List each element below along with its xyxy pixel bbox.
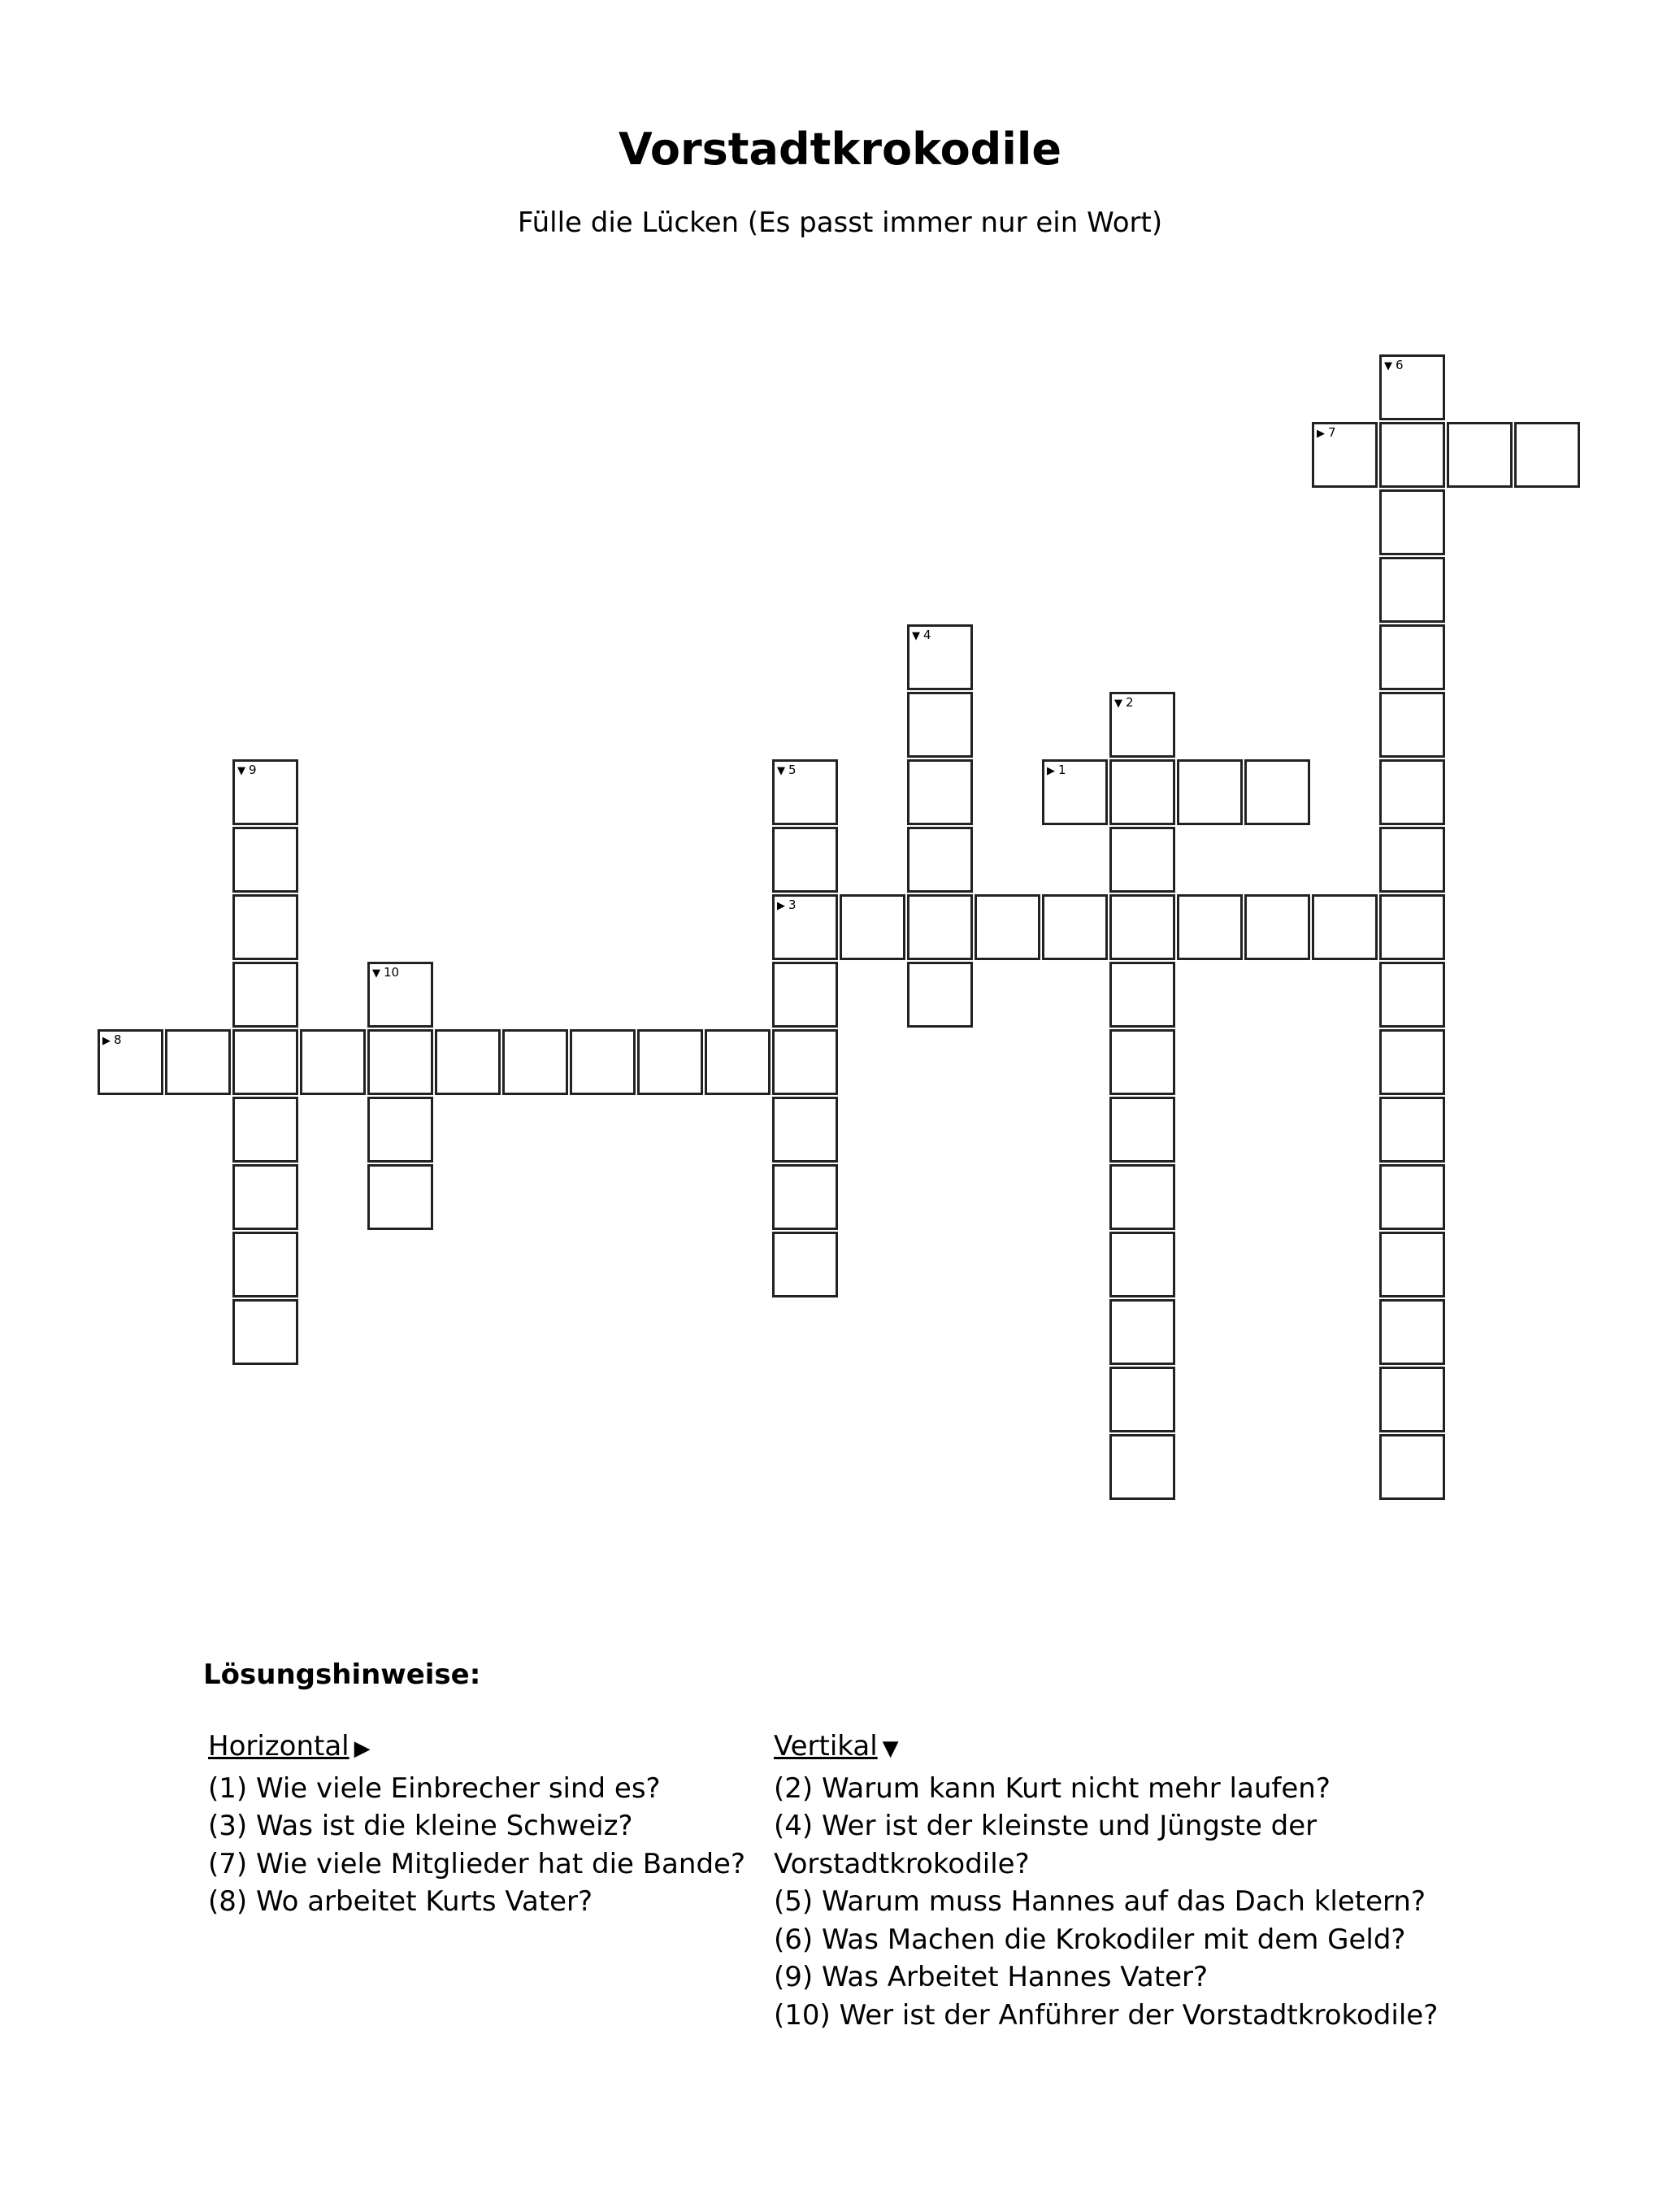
crossword-cell[interactable]	[1312, 894, 1378, 960]
crossword-cell[interactable]	[232, 894, 298, 960]
crossword-cell[interactable]	[1379, 1232, 1445, 1297]
crossword-cell[interactable]	[772, 1097, 838, 1163]
clue-number: 9	[249, 763, 257, 777]
clue-number: 6	[1396, 358, 1404, 372]
crossword-cell[interactable]	[232, 962, 298, 1028]
crossword-cell[interactable]	[1244, 894, 1310, 960]
clue-number-label	[912, 628, 931, 644]
clue-number-label	[237, 763, 257, 779]
crossword-cell[interactable]	[1109, 827, 1175, 893]
crossword-cell[interactable]	[907, 827, 973, 893]
down-arrow-icon: ▼	[372, 967, 380, 980]
crossword-cell[interactable]	[840, 894, 905, 960]
down-arrow-icon: ▼	[1114, 698, 1122, 710]
crossword-cell[interactable]	[502, 1029, 568, 1095]
right-arrow-icon: ▶	[777, 900, 785, 912]
crossword-cell[interactable]	[435, 1029, 501, 1095]
crossword-cell[interactable]	[367, 962, 433, 1028]
crossword-cell[interactable]	[1109, 1299, 1175, 1365]
crossword-cell[interactable]	[1379, 557, 1445, 623]
crossword-cell[interactable]	[1379, 962, 1445, 1028]
crossword-cell[interactable]	[1244, 759, 1310, 825]
crossword-cell[interactable]	[1514, 422, 1580, 488]
crossword-cell[interactable]	[772, 759, 838, 825]
clue-number: 4	[923, 628, 931, 642]
vertical-clue: (2) Warum kann Kurt nicht mehr laufen?	[774, 1771, 1331, 1805]
crossword-cell[interactable]	[1379, 1299, 1445, 1365]
clue-number: 2	[1126, 695, 1134, 710]
vertical-clue: (10) Wer ist der Anführer der Vorstadtkrokodile?	[774, 1998, 1439, 2032]
clue-number: 8	[114, 1032, 122, 1047]
crossword-cell[interactable]	[232, 1097, 298, 1163]
crossword-cell[interactable]	[1109, 1164, 1175, 1230]
crossword-cell[interactable]	[1379, 827, 1445, 893]
crossword-cell[interactable]	[1042, 759, 1108, 825]
crossword-cell[interactable]	[1379, 354, 1445, 420]
vertical-clues	[774, 1728, 1505, 2034]
crossword-cell[interactable]	[1312, 422, 1378, 488]
vertical-clue: (9) Was Arbeitet Hannes Vater?	[774, 1961, 1209, 1993]
crossword-cell[interactable]	[1109, 1029, 1175, 1095]
crossword-cell[interactable]	[975, 894, 1040, 960]
clue-number-label	[372, 965, 399, 981]
crossword-cell[interactable]	[232, 1029, 298, 1095]
crossword-cell[interactable]	[1379, 1097, 1445, 1163]
crossword-cell[interactable]	[98, 1029, 163, 1095]
crossword-cell[interactable]	[772, 1029, 838, 1095]
crossword-cell[interactable]	[367, 1029, 433, 1095]
right-arrow-icon: ▶	[102, 1035, 111, 1047]
crossword-cell[interactable]	[1109, 759, 1175, 825]
vertical-clue: (5) Warum muss Hannes auf das Dach kletern?	[774, 1885, 1426, 1918]
crossword-cell[interactable]	[907, 962, 973, 1028]
page-title: Vorstadtkrokodile	[619, 124, 1061, 175]
crossword-cell[interactable]	[232, 1299, 298, 1365]
clue-number-label	[777, 898, 797, 914]
crossword-cell[interactable]	[232, 1164, 298, 1230]
crossword-cell[interactable]	[1379, 1434, 1445, 1500]
crossword-cell[interactable]	[232, 1232, 298, 1297]
crossword-cell[interactable]	[1042, 894, 1108, 960]
clue-number-label	[777, 763, 797, 779]
crossword-cell[interactable]	[1109, 1367, 1175, 1432]
down-arrow-icon: ▼	[237, 765, 245, 777]
crossword-cell[interactable]	[772, 1164, 838, 1230]
vertical-clue: Vorstadtkrokodile?	[774, 1847, 1030, 1880]
crossword-cell[interactable]	[772, 962, 838, 1028]
clue-number: 5	[788, 763, 797, 777]
crossword-cell[interactable]	[1379, 1367, 1445, 1432]
crossword-cell[interactable]	[300, 1029, 366, 1095]
crossword-cell[interactable]	[165, 1029, 231, 1095]
right-arrow-icon: ▶	[354, 1736, 371, 1761]
crossword-cell[interactable]	[1379, 894, 1445, 960]
horizontal-label: Horizontal	[208, 1730, 349, 1763]
crossword-cell[interactable]	[570, 1029, 636, 1095]
crossword-cell[interactable]	[907, 894, 973, 960]
crossword-cell[interactable]	[367, 1164, 433, 1230]
horizontal-clue: (7) Wie viele Mitglieder hat die Bande?	[208, 1847, 745, 1880]
clue-number: 3	[788, 898, 797, 912]
crossword-cell[interactable]	[1379, 422, 1445, 488]
down-arrow-icon: ▼	[882, 1736, 899, 1761]
crossword-cell[interactable]	[232, 759, 298, 825]
crossword-cell[interactable]	[772, 827, 838, 893]
horizontal-clue: (8) Wo arbeitet Kurts Vater?	[208, 1885, 593, 1918]
vertical-heading	[774, 1728, 1505, 1768]
hints-heading: Lösungshinweise:	[203, 1658, 481, 1691]
horizontal-clue: (3) Was ist die kleine Schweiz?	[208, 1810, 633, 1842]
crossword-cell[interactable]	[1447, 422, 1513, 488]
clue-number-label	[1114, 695, 1134, 711]
vertical-clue: (6) Was Machen die Krokodiler mit dem Geld?	[774, 1923, 1406, 1956]
crossword-cell[interactable]	[1109, 962, 1175, 1028]
page-subtitle: Fülle die Lücken (Es passt immer nur ein Wort)	[517, 206, 1163, 239]
down-arrow-icon: ▼	[1384, 360, 1392, 372]
clue-number: 10	[384, 965, 400, 980]
horizontal-heading	[208, 1728, 777, 1768]
crossword-cell[interactable]	[637, 1029, 703, 1095]
crossword-cell[interactable]	[1109, 894, 1175, 960]
crossword-cell[interactable]	[1177, 759, 1243, 825]
crossword-cell[interactable]	[367, 1097, 433, 1163]
crossword-cell[interactable]	[772, 1232, 838, 1297]
clue-number-label	[1047, 763, 1066, 779]
vertical-label: Vertikal	[774, 1730, 878, 1763]
crossword-cell[interactable]	[232, 827, 298, 893]
crossword-cell[interactable]	[1109, 1097, 1175, 1163]
clue-number: 7	[1328, 425, 1336, 440]
clue-number-label	[1384, 358, 1404, 374]
horizontal-clues	[208, 1728, 777, 1921]
crossword-cell[interactable]	[1109, 1232, 1175, 1297]
crossword-cell[interactable]	[705, 1029, 771, 1095]
crossword-cell[interactable]	[907, 624, 973, 690]
crossword-cell[interactable]	[1379, 1029, 1445, 1095]
right-arrow-icon: ▶	[1317, 428, 1325, 440]
clue-number: 1	[1058, 763, 1066, 777]
crossword-cell[interactable]	[907, 759, 973, 825]
crossword-cell[interactable]	[1379, 692, 1445, 758]
down-arrow-icon: ▼	[777, 765, 785, 777]
down-arrow-icon: ▼	[912, 630, 920, 642]
crossword-cell[interactable]	[1379, 759, 1445, 825]
vertical-clue: (4) Wer ist der kleinste und Jüngste der	[774, 1810, 1318, 1842]
crossword-cell[interactable]	[1109, 692, 1175, 758]
crossword-cell[interactable]	[1109, 1434, 1175, 1500]
crossword-cell[interactable]	[907, 692, 973, 758]
horizontal-clue: (1) Wie viele Einbrecher sind es?	[208, 1771, 661, 1805]
crossword-cell[interactable]	[1379, 624, 1445, 690]
clue-number-label	[1317, 425, 1336, 441]
crossword-cell[interactable]	[1177, 894, 1243, 960]
crossword-cell[interactable]	[772, 894, 838, 960]
crossword-cell[interactable]	[1379, 489, 1445, 555]
crossword-cell[interactable]	[1379, 1164, 1445, 1230]
clue-number-label	[102, 1032, 122, 1049]
right-arrow-icon: ▶	[1047, 765, 1055, 777]
